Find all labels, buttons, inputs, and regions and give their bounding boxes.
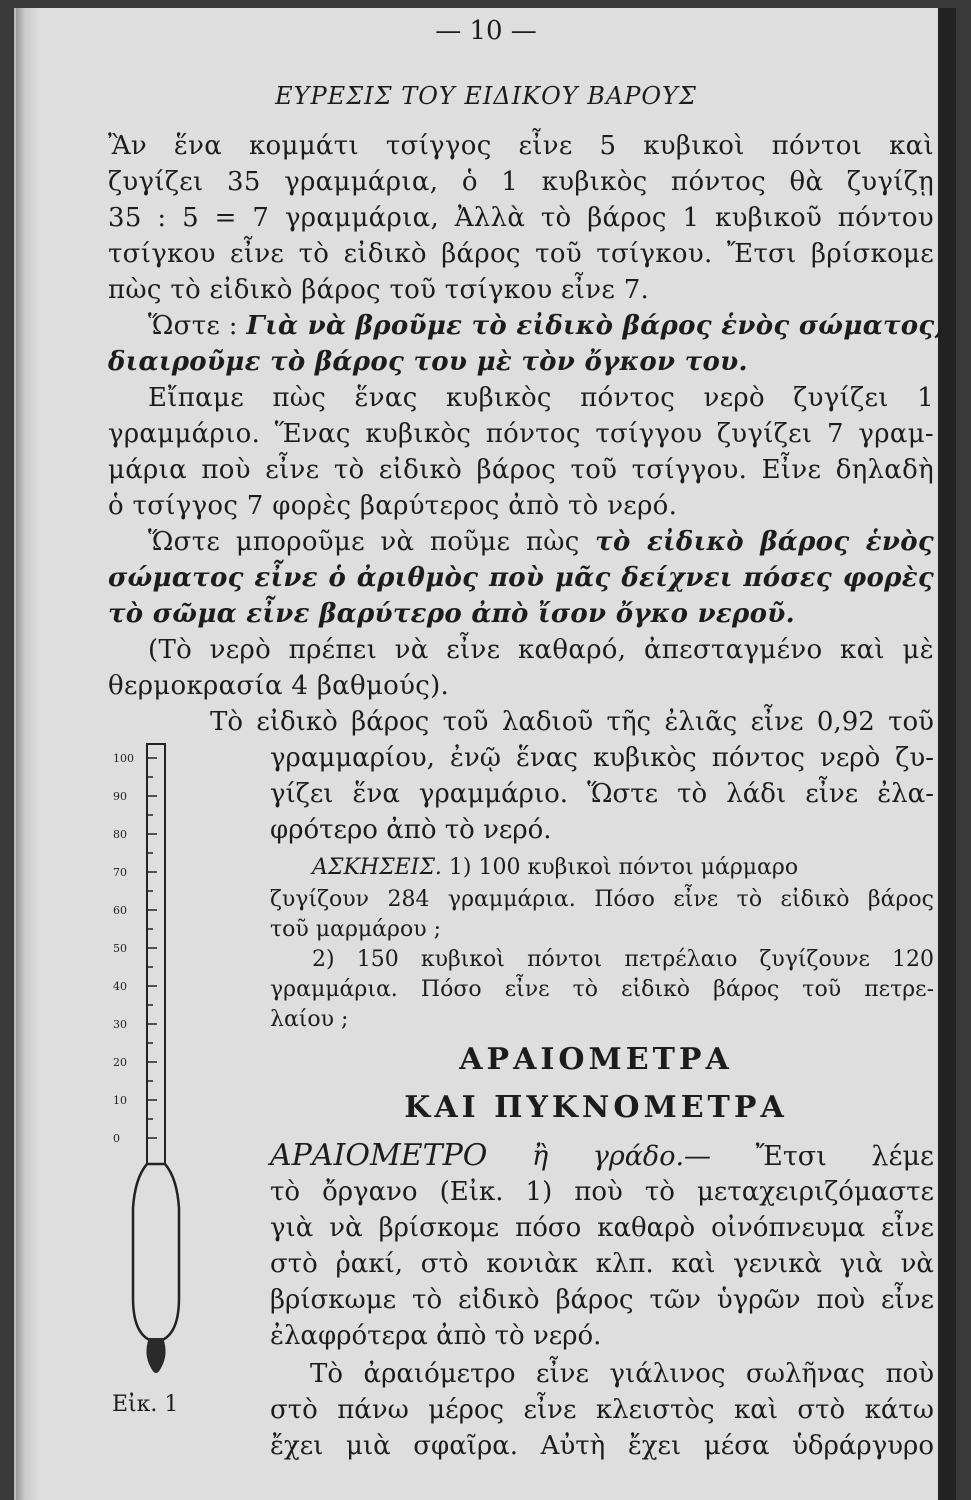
body-line: Τὸ εἰδικὸ βάρος τοῦ λαδιοῦ τῆς ἐλιᾶς εἶνε 0,92 τοῦ: [210, 707, 934, 737]
scale-label: 60: [113, 904, 127, 917]
scale-label: 70: [113, 866, 127, 879]
scale-label: 90: [113, 790, 127, 803]
exercise-line: ζυγίζουν 284 γραμμάρια. Πόσο εἶνε τὸ εἰδικὸ βάρος: [270, 887, 934, 912]
hydrometer-stem: [147, 744, 165, 1164]
rule-text: τὸ εἰδικὸ βάρος ἑνὸς: [595, 527, 934, 557]
body-line: τσίγκου εἶνε τὸ εἰδικὸ βάρος τοῦ τσίγκου. Ἔτσι βρίσκομε: [108, 239, 934, 269]
body-line: ὁ τσίγγος 7 φορὲς βαρύτερος ἀπὸ τὸ νερό.: [108, 491, 678, 521]
body-line: βρίσκωμε τὸ εἰδικὸ βάρος τῶν ὑγρῶν ποὺ εἶνε: [270, 1285, 934, 1315]
rule-prefix: Ὥστε :: [148, 311, 238, 341]
exercise-line: λαίου ;: [270, 1007, 349, 1032]
term-text: Ἔτσι λέμε: [755, 1141, 934, 1172]
scale-label: 30: [113, 1018, 127, 1031]
body-line: ζυγίζει 35 γραμμάρια, ὁ 1 κυβικὸς πόντος θὰ ζυγίζῃ: [108, 167, 934, 197]
hydrometer-scale: [113, 752, 157, 1145]
rule-line: σώματος εἶνε ὁ ἀριθμὸς ποὺ μᾶς δείχνει πόσες φορὲς: [108, 563, 934, 593]
body-line: Τὸ ἀραιόμετρο εἶνε γιάλινος σωλῆνας ποὺ: [310, 1359, 934, 1389]
page-edge-shadow: [938, 8, 956, 1500]
exercise-line: [312, 852, 934, 884]
rule-line: [148, 526, 934, 558]
scale-label: 80: [113, 828, 127, 841]
page-number: — 10 —: [435, 16, 537, 46]
body-line: στὸ πάνω μέρος εἶνε κλειστὸς καὶ στὸ κάτω: [270, 1395, 934, 1425]
body-line: 35 : 5 = 7 γραμμάρια, Ἀλλὰ τὸ βάρος 1 κυβικοῦ πόντου: [108, 203, 934, 233]
hydrometer-figure: [111, 738, 201, 1378]
body-line: φρότερο ἀπὸ τὸ νερό.: [270, 815, 552, 845]
body-line: γίζει ἕνα γραμμάριο. Ὥστε τὸ λάδι εἶνε ἐλα-: [270, 779, 934, 809]
body-line: ἐλαφρότερα ἀπὸ τὸ νερό.: [270, 1321, 602, 1351]
rule-line: διαιροῦμε τὸ βάρος του μὲ τὸν ὄγκον του.: [108, 347, 748, 377]
exercises-label: ΑΣΚΗΣΕΙΣ.: [312, 855, 442, 880]
body-line: γραμμαρίου, ἐνῷ ἕνας κυβικὸς πόντος νερὸ ζυ-: [270, 743, 934, 773]
hydrometer-bulb: [133, 1164, 179, 1342]
section-heading: ΑΡΑΙΟΜΕΤΡΑ: [459, 1042, 733, 1077]
body-line: πὼς τὸ εἰδικὸ βάρος τοῦ τσίγκου εἶνε 7.: [108, 275, 650, 305]
term-rest: ἢ γράδο.—: [531, 1141, 712, 1172]
exercise-line: τοῦ μαρμάρου ;: [270, 917, 441, 942]
body-line: [270, 1140, 934, 1173]
rule-line: τὸ σῶμα εἶνε βαρύτερο ἀπὸ ἴσον ὄγκο νεροῦ.: [108, 599, 795, 629]
body-line: θερμοκρασία 4 βαθμούς).: [108, 671, 450, 701]
scale-label: 40: [113, 980, 127, 993]
figure-caption: Εἰκ. 1: [112, 1392, 179, 1417]
body-line: Ἂν ἕνα κομμάτι τσίγγος εἶνε 5 κυβικοὶ πόντοι καὶ: [108, 131, 934, 161]
rule-text: Γιὰ νὰ βροῦμε τὸ εἰδικὸ βάρος ἑνὸς σώματος,: [246, 311, 944, 341]
page-curl-shadow: [16, 8, 38, 1500]
exercise-text: 1) 100 κυβικοὶ πόντοι μάρμαρο: [448, 855, 799, 880]
section-heading: ΚΑΙ ΠΥΚΝΟΜΕΤΡΑ: [404, 1090, 788, 1125]
hydrometer-weight: [146, 1338, 165, 1373]
body-line: μάρια ποὺ εἶνε τὸ εἰδικὸ βάρος τοῦ τσίγγου. Εἶνε δηλαδὴ: [108, 455, 934, 485]
scale-label: 10: [113, 1094, 127, 1107]
body-line: ἔχει μιὰ σφαῖρα. Αὐτὴ ἔχει μέσα ὑδράργυρο: [270, 1431, 934, 1461]
body-line: (Τὸ νερὸ πρέπει νὰ εἶνε καθαρό, ἀπεσταγμένο καὶ μὲ: [148, 635, 934, 665]
scale-label: 100: [113, 752, 134, 765]
rule-prefix: Ὥστε μποροῦμε νὰ ποῦμε πὼς: [148, 527, 580, 557]
exercise-line: γραμμάρια. Πόσο εἶνε τὸ εἰδικὸ βάρος τοῦ πετρε-: [270, 977, 934, 1002]
body-line: τὸ ὄργανο (Εἰκ. 1) ποὺ τὸ μεταχειριζόμαστε: [270, 1177, 934, 1207]
body-line: γιὰ νὰ βρίσκομε πόσο καθαρὸ οἰνόπνευμα εἶνε: [270, 1213, 934, 1243]
scale-label: 0: [113, 1132, 120, 1145]
scale-label: 20: [113, 1056, 127, 1069]
section-title: ΕΥΡΕΣΙΣ ΤΟΥ ΕΙΔΙΚΟΥ ΒΑΡΟΥΣ: [275, 82, 697, 110]
book-page: [14, 8, 956, 1500]
scale-label: 50: [113, 942, 127, 955]
body-line: στὸ ῥακί, στὸ κονιὰκ κλπ. καὶ γενικὰ γιὰ νὰ: [270, 1249, 934, 1279]
rule-line: [148, 310, 944, 342]
exercise-line: 2) 150 κυβικοὶ πόντοι πετρέλαιο ζυγίζουνε 120: [312, 947, 934, 972]
term: ΑΡΑΙΟΜΕΤΡΟ: [270, 1138, 488, 1173]
body-line: γραμμάριο. Ἕνας κυβικὸς πόντος τσίγγου ζυγίζει 7 γραμ-: [108, 419, 934, 449]
body-line: Εἴπαμε πὼς ἕνας κυβικὸς πόντος νερὸ ζυγίζει 1: [148, 383, 934, 413]
